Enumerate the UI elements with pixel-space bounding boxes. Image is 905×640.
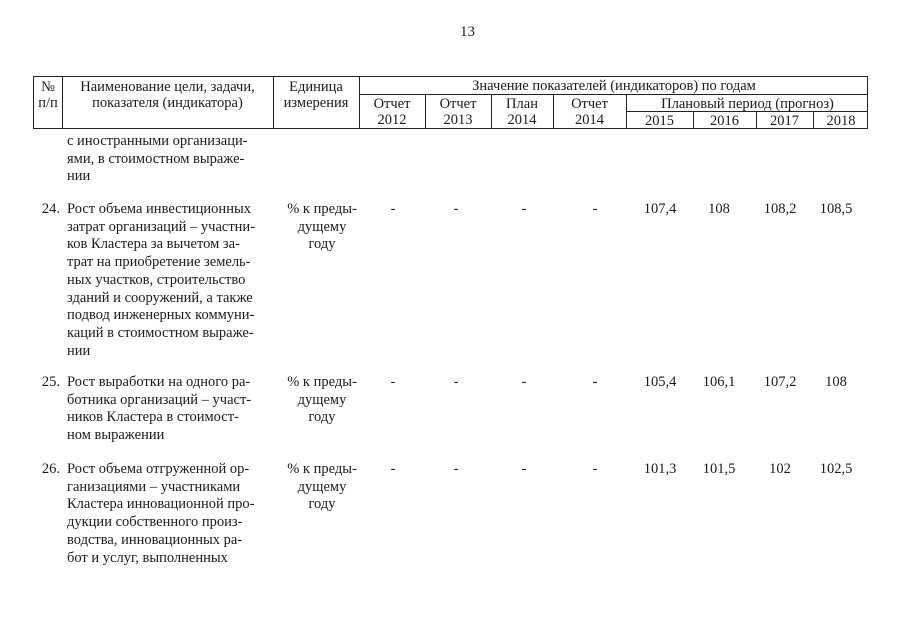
header-forecast-year: 2015 bbox=[645, 113, 674, 129]
text-line: Рост выработки на одного ра- bbox=[67, 374, 251, 390]
table-row bbox=[0, 374, 905, 449]
header-values-title: Значение показателей (индикаторов) по годам bbox=[472, 78, 756, 94]
text-line: зданий и сооружений, а также bbox=[67, 289, 253, 306]
value-cell: - bbox=[521, 201, 527, 217]
header-year: 2012 bbox=[377, 112, 407, 128]
text-line: подвод инженерных коммуни- bbox=[67, 307, 255, 324]
value-cell: - bbox=[592, 201, 598, 217]
header-name-line1: Наименование цели, задачи, bbox=[80, 79, 255, 95]
value-cell: 101,3 bbox=[643, 461, 677, 477]
text-line: ями, в стоимостном выраже- bbox=[67, 150, 245, 167]
table-row bbox=[0, 461, 905, 571]
unit-line: дущему bbox=[297, 478, 347, 495]
value-cell: - bbox=[390, 461, 396, 477]
header-name-line2: показателя (индикатора) bbox=[92, 95, 243, 111]
unit-line: % к преды- bbox=[287, 461, 357, 477]
text-line: ников Кластера в стоимост- bbox=[67, 409, 239, 426]
header-forecast-year: 2016 bbox=[710, 113, 739, 129]
row-number: 25. bbox=[41, 374, 60, 390]
unit-line: % к преды- bbox=[287, 374, 357, 390]
value-cell: 108 bbox=[825, 374, 847, 390]
header-forecast-year: 2018 bbox=[826, 113, 856, 129]
header-num-line2: п/п bbox=[38, 95, 58, 111]
unit-line: году bbox=[308, 496, 336, 513]
value-cell: - bbox=[453, 374, 459, 390]
text-line: с иностранными организаци- bbox=[67, 133, 248, 149]
value-cell: 107,4 bbox=[643, 201, 677, 217]
divider bbox=[359, 94, 867, 95]
value-cell: - bbox=[521, 461, 527, 477]
text-line: ном выражении bbox=[67, 427, 165, 444]
value-cell: 106,1 bbox=[702, 374, 736, 390]
text-line: дукции собственного произ- bbox=[67, 514, 243, 531]
value-cell: 107,2 bbox=[763, 374, 797, 390]
unit-line: дущему bbox=[297, 218, 347, 235]
value-cell: - bbox=[592, 461, 598, 477]
text-line: Рост объема инвестиционных bbox=[67, 201, 251, 217]
text-line: каций в стоимостном выраже- bbox=[67, 324, 254, 341]
text-line: ботника организаций – участ- bbox=[67, 391, 252, 408]
text-line: нии bbox=[67, 168, 91, 185]
value-cell: 105,4 bbox=[643, 374, 677, 390]
value-cell: - bbox=[592, 374, 598, 390]
value-cell: - bbox=[453, 461, 459, 477]
header-year: 2014 bbox=[575, 112, 604, 128]
unit-line: % к преды- bbox=[287, 201, 357, 217]
row-number: 26. bbox=[41, 461, 60, 477]
unit-line: дущему bbox=[297, 391, 347, 408]
value-cell: 102,5 bbox=[819, 461, 853, 477]
unit-line: году bbox=[308, 236, 336, 253]
text-line: ков Кластера за вычетом за- bbox=[67, 236, 240, 253]
unit-line: году bbox=[308, 409, 336, 426]
value-cell: 108 bbox=[708, 201, 730, 217]
header-year-label: Отчет bbox=[373, 96, 411, 112]
header-year-label: План bbox=[506, 96, 538, 112]
header-year-label: Отчет bbox=[439, 96, 477, 112]
header-forecast-year: 2017 bbox=[770, 113, 799, 129]
header-unit-line2: измерения bbox=[283, 95, 349, 111]
header-num-line1: № bbox=[41, 79, 55, 95]
header-unit-line1: Единица bbox=[289, 79, 343, 95]
text-line: водства, инновационных ра- bbox=[67, 531, 243, 548]
text-line: нии bbox=[67, 342, 91, 359]
header-period-title: Плановый период (прогноз) bbox=[661, 96, 834, 112]
row-number: 24. bbox=[41, 201, 60, 217]
table-row bbox=[0, 201, 905, 371]
header-year: 2013 bbox=[443, 112, 473, 128]
text-line: Рост объема отгруженной ор- bbox=[67, 461, 250, 477]
table-header bbox=[33, 76, 868, 129]
header-year-label: Отчет bbox=[571, 96, 608, 112]
value-cell: - bbox=[453, 201, 459, 217]
text-line: Кластера инновационной про- bbox=[67, 496, 255, 513]
text-line: ных участков, строительство bbox=[67, 271, 246, 288]
text-line: затрат организаций – участни- bbox=[67, 218, 256, 235]
value-cell: - bbox=[390, 374, 396, 390]
text-line: ганизациями – участниками bbox=[67, 478, 241, 495]
value-cell: - bbox=[521, 374, 527, 390]
text-line: трат на приобретение земель- bbox=[67, 254, 251, 271]
header-year: 2014 bbox=[507, 112, 537, 128]
value-cell: 102 bbox=[769, 461, 791, 477]
value-cell: 108,5 bbox=[819, 201, 853, 217]
page-number: 13 bbox=[460, 24, 475, 40]
value-cell: 108,2 bbox=[763, 201, 797, 217]
text-line: бот и услуг, выполненных bbox=[67, 549, 228, 566]
value-cell: - bbox=[390, 201, 396, 217]
value-cell: 101,5 bbox=[702, 461, 736, 477]
